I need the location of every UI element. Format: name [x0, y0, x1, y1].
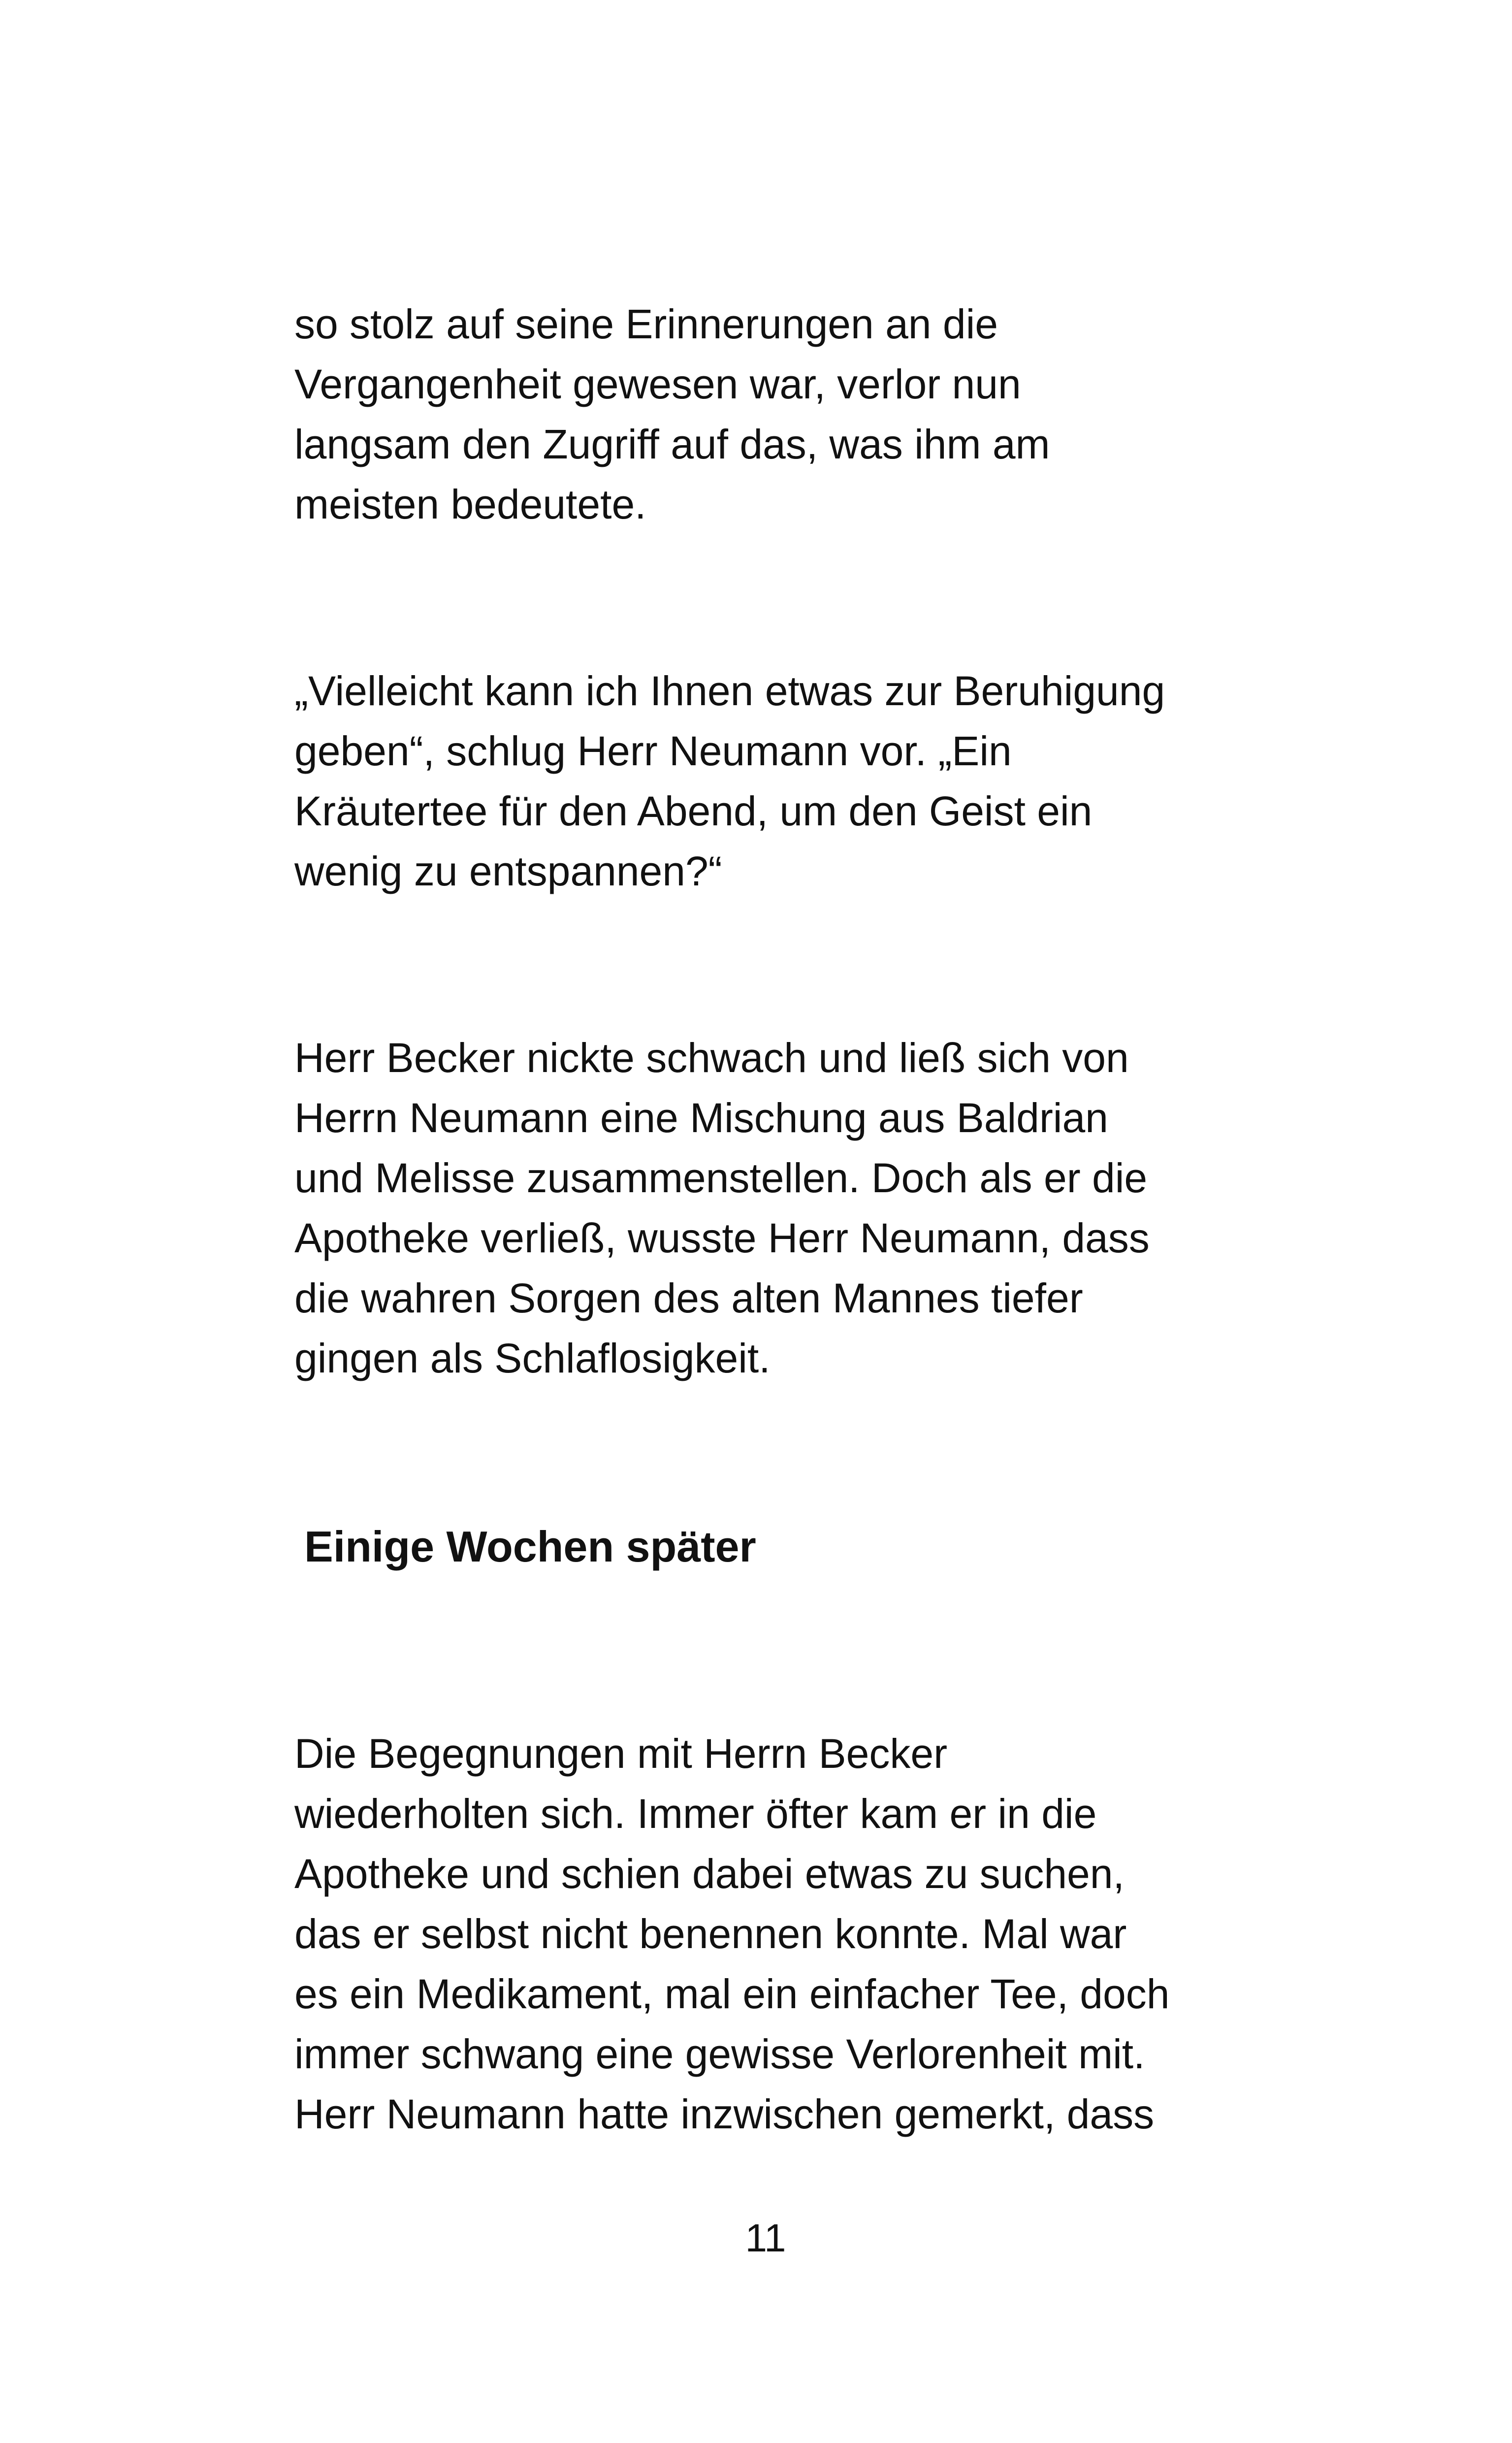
body-paragraph: Die Begegnungen mit Herrn Becker wiederholten sich. Immer öfter kam er in die Apotheke und schien dabei etwas zu suchen, das er selbst nicht benennen konnte. Mal war es ein Medikament, mal ein einfacher Tee, doch immer schwang eine gewisse Verlorenheit mit. Herr Neumann hatte inzwischen gemerkt, dass: [294, 1730, 1170, 2137]
body-paragraph: „Vielleicht kann ich Ihnen etwas zur Beruhigung geben“, schlug Herr Neumann vor. „Ein Kräutertee für den Abend, um den Geist ein wenig zu entspannen?“: [294, 668, 1165, 894]
body-paragraph: Herr Becker nickte schwach und ließ sich von Herrn Neumann eine Mischung aus Baldrian und Melisse zusammenstellen. Doch als er die Apotheke verließ, wusste Herr Neumann, dass die wahren Sorgen des alten Mannes tiefer gingen als Schlaflosigkeit.: [294, 1035, 1150, 1381]
body-paragraph: so stolz auf seine Erinnerungen an die Vergangenheit gewesen war, verlor nun langsam den Zugriff auf das, was ihm am meisten bedeutete.: [294, 301, 1050, 527]
section-heading: Einige Wochen später: [304, 1522, 756, 1571]
page-number: 11: [745, 2216, 786, 2260]
